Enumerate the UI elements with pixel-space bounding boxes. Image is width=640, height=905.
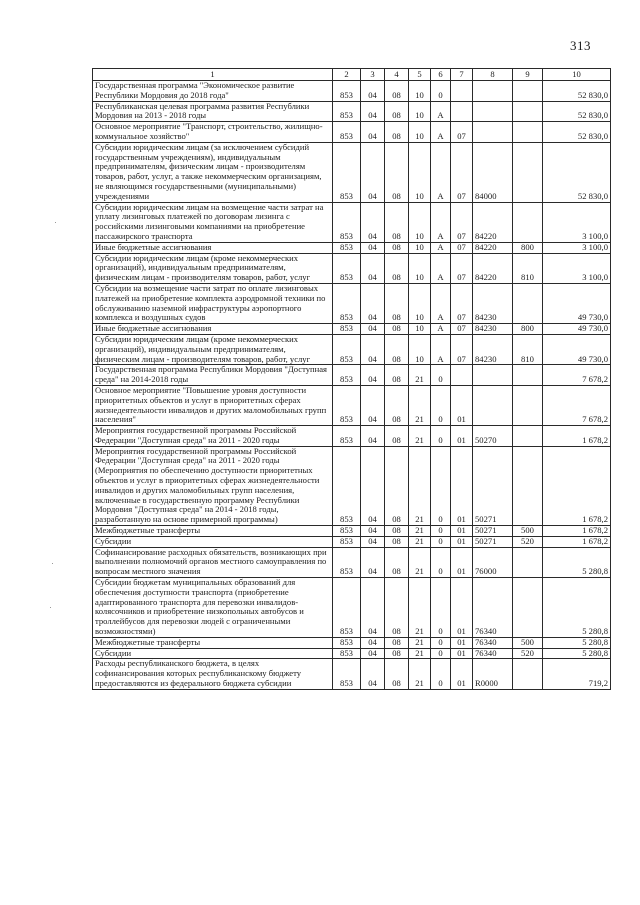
cell-code-7	[451, 365, 473, 386]
cell-code-9: 800	[513, 242, 543, 253]
table-row	[93, 101, 611, 122]
cell-code-5: 10	[409, 81, 431, 102]
cell-code-2: 853	[333, 81, 361, 102]
cell-code-2: 853	[333, 648, 361, 659]
cell-code-4: 08	[385, 578, 409, 638]
row-name: Субсидии	[93, 648, 333, 659]
cell-code-3: 04	[361, 122, 385, 143]
row-name: Государственная программа Республики Мордовия "Доступная среда" на 2014-2018 годы	[93, 365, 333, 386]
cell-code-2: 853	[333, 253, 361, 283]
cell-code-2: 853	[333, 324, 361, 335]
row-name: Субсидии юридическим лицам (за исключением субсидий государственным учреждениям), индивидуальным предпринимателям, физическим лицам - производителям товаров, работ, услуг, а также некоммерческим организациям, не являющимся государственными (муниципальными) учреждениями	[93, 142, 333, 202]
cell-code-2: 853	[333, 334, 361, 364]
cell-code-8: R0000	[473, 659, 513, 689]
cell-code-3: 04	[361, 426, 385, 447]
cell-code-7: 07	[451, 242, 473, 253]
cell-code-4: 08	[385, 122, 409, 143]
cell-code-2: 853	[333, 242, 361, 253]
cell-amount: 1 678,2	[543, 426, 611, 447]
cell-code-2: 853	[333, 547, 361, 577]
cell-code-6: 0	[431, 385, 451, 425]
column-header: 3	[361, 69, 385, 81]
table-row	[93, 446, 611, 525]
cell-code-6: А	[431, 334, 451, 364]
page-number: 313	[570, 38, 591, 53]
cell-code-6: А	[431, 142, 451, 202]
cell-code-8: 84000	[473, 142, 513, 202]
cell-code-8	[473, 81, 513, 102]
cell-code-9	[513, 101, 543, 122]
cell-code-9: 500	[513, 637, 543, 648]
column-header: 1	[93, 69, 333, 81]
table-body	[93, 81, 611, 690]
cell-code-6: 0	[431, 659, 451, 689]
cell-amount: 52 830,0	[543, 142, 611, 202]
cell-code-9	[513, 659, 543, 689]
cell-amount: 1 678,2	[543, 536, 611, 547]
cell-code-7	[451, 81, 473, 102]
table-row	[93, 648, 611, 659]
cell-code-5: 21	[409, 365, 431, 386]
cell-code-7	[451, 101, 473, 122]
cell-code-2: 853	[333, 122, 361, 143]
cell-code-5: 10	[409, 253, 431, 283]
cell-amount: 49 730,0	[543, 324, 611, 335]
cell-code-3: 04	[361, 283, 385, 323]
column-header: 8	[473, 69, 513, 81]
cell-code-3: 04	[361, 324, 385, 335]
cell-code-3: 04	[361, 253, 385, 283]
cell-code-3: 04	[361, 365, 385, 386]
cell-code-3: 04	[361, 446, 385, 525]
table-row	[93, 334, 611, 364]
cell-code-9: 810	[513, 334, 543, 364]
cell-code-6: А	[431, 202, 451, 242]
row-name: Мероприятия государственной программы Российской Федерации "Доступная среда" на 2011 - 2020 годы	[93, 426, 333, 447]
table-row	[93, 536, 611, 547]
column-header: 2	[333, 69, 361, 81]
cell-code-6: 0	[431, 637, 451, 648]
table-row	[93, 637, 611, 648]
table-row	[93, 365, 611, 386]
cell-amount: 7 678,2	[543, 385, 611, 425]
cell-code-7: 07	[451, 202, 473, 242]
row-name: Иные бюджетные ассигнования	[93, 324, 333, 335]
cell-code-6: 0	[431, 446, 451, 525]
cell-code-4: 08	[385, 648, 409, 659]
cell-amount: 7 678,2	[543, 365, 611, 386]
table-row	[93, 324, 611, 335]
column-header: 9	[513, 69, 543, 81]
cell-code-8: 50271	[473, 446, 513, 525]
cell-code-4: 08	[385, 526, 409, 537]
cell-code-7: 07	[451, 142, 473, 202]
cell-code-3: 04	[361, 334, 385, 364]
cell-code-3: 04	[361, 81, 385, 102]
cell-code-9	[513, 446, 543, 525]
cell-code-4: 08	[385, 385, 409, 425]
cell-amount: 49 730,0	[543, 334, 611, 364]
cell-code-3: 04	[361, 547, 385, 577]
cell-code-4: 08	[385, 81, 409, 102]
cell-amount: 5 280,8	[543, 637, 611, 648]
cell-code-7: 01	[451, 536, 473, 547]
cell-code-8: 84220	[473, 242, 513, 253]
cell-code-7: 01	[451, 578, 473, 638]
column-header: 5	[409, 69, 431, 81]
cell-code-2: 853	[333, 446, 361, 525]
row-name: Мероприятия государственной программы Российской Федерации "Доступная среда" на 2011 - 2020 годы (Мероприятия по обеспечению доступности приоритетных объектов и услуг в приоритетных сферах жизнедеятельности инвалидов и других маломобильных групп населения, включенные в государственную программу Республики Мордовия "Доступная среда" на 2014 - 2018 годы, разработанную на основе примерной программы)	[93, 446, 333, 525]
cell-amount: 49 730,0	[543, 283, 611, 323]
cell-code-2: 853	[333, 202, 361, 242]
row-name: Межбюджетные трансферты	[93, 526, 333, 537]
cell-amount: 52 830,0	[543, 101, 611, 122]
cell-code-2: 853	[333, 365, 361, 386]
cell-code-5: 10	[409, 122, 431, 143]
table-row	[93, 242, 611, 253]
cell-code-5: 21	[409, 637, 431, 648]
cell-code-4: 08	[385, 202, 409, 242]
cell-code-9	[513, 283, 543, 323]
row-name: Субсидии юридическим лицам (кроме некоммерческих организаций), индивидуальным предпринимателям, физическим лицам - производителям товаров, работ, услуг	[93, 253, 333, 283]
cell-code-8	[473, 365, 513, 386]
table-header-row	[93, 69, 611, 81]
cell-code-2: 853	[333, 659, 361, 689]
table-row	[93, 122, 611, 143]
cell-code-6: 0	[431, 578, 451, 638]
cell-code-5: 21	[409, 426, 431, 447]
scan-speck	[52, 563, 53, 564]
cell-code-4: 08	[385, 142, 409, 202]
cell-code-2: 853	[333, 283, 361, 323]
cell-code-8: 76340	[473, 648, 513, 659]
cell-code-3: 04	[361, 142, 385, 202]
cell-amount: 5 280,8	[543, 648, 611, 659]
row-name: Межбюджетные трансферты	[93, 637, 333, 648]
cell-code-8: 50271	[473, 526, 513, 537]
cell-code-5: 10	[409, 202, 431, 242]
cell-code-8: 84220	[473, 202, 513, 242]
cell-amount: 5 280,8	[543, 578, 611, 638]
cell-code-6: А	[431, 242, 451, 253]
cell-code-9	[513, 426, 543, 447]
cell-code-6: 0	[431, 365, 451, 386]
budget-table	[92, 68, 611, 690]
cell-code-3: 04	[361, 242, 385, 253]
cell-code-2: 853	[333, 526, 361, 537]
table-row	[93, 81, 611, 102]
cell-code-7: 07	[451, 283, 473, 323]
cell-code-3: 04	[361, 385, 385, 425]
table-row	[93, 426, 611, 447]
cell-code-6: 0	[431, 81, 451, 102]
cell-code-4: 08	[385, 365, 409, 386]
cell-code-5: 21	[409, 578, 431, 638]
cell-code-3: 04	[361, 648, 385, 659]
cell-amount: 52 830,0	[543, 81, 611, 102]
table-row	[93, 385, 611, 425]
row-name: Субсидии юридическим лицам (кроме некоммерческих организаций), индивидуальным предпринимателям, физическим лицам - производителям товаров, работ, услуг	[93, 334, 333, 364]
cell-code-9: 810	[513, 253, 543, 283]
cell-code-4: 08	[385, 446, 409, 525]
cell-code-9	[513, 122, 543, 143]
cell-code-8	[473, 101, 513, 122]
cell-code-9	[513, 547, 543, 577]
cell-code-4: 08	[385, 334, 409, 364]
cell-code-2: 853	[333, 142, 361, 202]
cell-code-4: 08	[385, 242, 409, 253]
cell-code-4: 08	[385, 637, 409, 648]
row-name: Субсидии на возмещение части затрат по оплате лизинговых платежей на приобретение комплекта аэродромной техники по обслуживанию наземной инфраструктуры аэропортного комплекса и воздушных судов	[93, 283, 333, 323]
cell-code-8: 76000	[473, 547, 513, 577]
cell-code-7: 07	[451, 253, 473, 283]
cell-code-3: 04	[361, 659, 385, 689]
cell-code-6: А	[431, 253, 451, 283]
cell-code-5: 10	[409, 324, 431, 335]
cell-code-7: 07	[451, 334, 473, 364]
cell-code-8: 84220	[473, 253, 513, 283]
cell-code-7: 01	[451, 446, 473, 525]
cell-code-9: 520	[513, 536, 543, 547]
cell-code-8: 76340	[473, 578, 513, 638]
cell-code-3: 04	[361, 637, 385, 648]
column-header: 4	[385, 69, 409, 81]
table-row	[93, 202, 611, 242]
cell-code-6: А	[431, 101, 451, 122]
row-name: Государственная программа "Экономическое развитие Республики Мордовия до 2018 года"	[93, 81, 333, 102]
cell-code-2: 853	[333, 101, 361, 122]
cell-code-7: 01	[451, 526, 473, 537]
row-name: Софинансирование расходных обязательств, возникающих при выполнении полномочий органов местного самоуправления по вопросам местного значения	[93, 547, 333, 577]
cell-code-4: 08	[385, 536, 409, 547]
cell-code-4: 08	[385, 324, 409, 335]
cell-code-4: 08	[385, 426, 409, 447]
cell-code-6: 0	[431, 536, 451, 547]
cell-code-5: 21	[409, 536, 431, 547]
cell-amount: 1 678,2	[543, 446, 611, 525]
row-name: Республиканская целевая программа развития Республики Мордовия на 2013 - 2018 годы	[93, 101, 333, 122]
row-name: Основное мероприятие "Повышение уровня доступности приоритетных объектов и услуг в приоритетных сферах жизнедеятельности инвалидов и других маломобильных групп населения"	[93, 385, 333, 425]
row-name: Субсидии	[93, 536, 333, 547]
row-name: Субсидии юридическим лицам на возмещение части затрат на уплату лизинговых платежей по договорам лизинга с российскими лизинговыми компаниями на приобретение пассажирского транспорта	[93, 202, 333, 242]
cell-code-5: 21	[409, 648, 431, 659]
cell-code-5: 10	[409, 334, 431, 364]
cell-code-6: А	[431, 122, 451, 143]
cell-code-5: 21	[409, 547, 431, 577]
cell-code-2: 853	[333, 385, 361, 425]
cell-code-9	[513, 202, 543, 242]
cell-code-6: 0	[431, 648, 451, 659]
cell-code-7: 07	[451, 324, 473, 335]
row-name: Основное мероприятие "Транспорт, строительство, жилищно-коммунальное хозяйство"	[93, 122, 333, 143]
cell-code-9	[513, 81, 543, 102]
cell-code-3: 04	[361, 578, 385, 638]
cell-code-9	[513, 578, 543, 638]
cell-code-5: 21	[409, 385, 431, 425]
cell-code-9: 500	[513, 526, 543, 537]
cell-code-8	[473, 385, 513, 425]
cell-code-4: 08	[385, 101, 409, 122]
cell-code-8: 76340	[473, 637, 513, 648]
cell-code-7: 01	[451, 547, 473, 577]
scan-speck	[50, 607, 51, 608]
cell-code-5: 21	[409, 446, 431, 525]
table-row	[93, 253, 611, 283]
cell-code-7: 01	[451, 637, 473, 648]
column-header: 10	[543, 69, 611, 81]
cell-amount: 719,2	[543, 659, 611, 689]
cell-code-8: 50271	[473, 536, 513, 547]
cell-code-7: 01	[451, 648, 473, 659]
cell-code-2: 853	[333, 578, 361, 638]
cell-code-6: А	[431, 324, 451, 335]
table-row	[93, 142, 611, 202]
cell-amount: 3 100,0	[543, 202, 611, 242]
cell-code-6: 0	[431, 547, 451, 577]
cell-code-9	[513, 365, 543, 386]
cell-code-8: 84230	[473, 324, 513, 335]
table-row	[93, 578, 611, 638]
cell-amount: 3 100,0	[543, 242, 611, 253]
cell-code-3: 04	[361, 536, 385, 547]
cell-code-9	[513, 385, 543, 425]
cell-code-2: 853	[333, 426, 361, 447]
cell-code-2: 853	[333, 536, 361, 547]
cell-code-5: 10	[409, 101, 431, 122]
cell-code-5: 10	[409, 283, 431, 323]
cell-code-4: 08	[385, 253, 409, 283]
cell-code-8: 84230	[473, 334, 513, 364]
table-row	[93, 526, 611, 537]
cell-amount: 52 830,0	[543, 122, 611, 143]
cell-code-6: 0	[431, 526, 451, 537]
cell-code-4: 08	[385, 283, 409, 323]
cell-code-8: 50270	[473, 426, 513, 447]
cell-code-3: 04	[361, 526, 385, 537]
cell-code-5: 10	[409, 142, 431, 202]
cell-amount: 1 678,2	[543, 526, 611, 537]
cell-code-7: 01	[451, 385, 473, 425]
cell-code-6: 0	[431, 426, 451, 447]
table-row	[93, 659, 611, 689]
cell-code-9: 800	[513, 324, 543, 335]
table-row	[93, 547, 611, 577]
cell-amount: 3 100,0	[543, 253, 611, 283]
column-header: 6	[431, 69, 451, 81]
cell-code-3: 04	[361, 202, 385, 242]
cell-amount: 5 280,8	[543, 547, 611, 577]
scan-speck	[55, 222, 56, 223]
cell-code-5: 21	[409, 526, 431, 537]
cell-code-4: 08	[385, 547, 409, 577]
column-header: 7	[451, 69, 473, 81]
cell-code-9	[513, 142, 543, 202]
row-name: Иные бюджетные ассигнования	[93, 242, 333, 253]
table-row	[93, 283, 611, 323]
cell-code-8: 84230	[473, 283, 513, 323]
cell-code-7: 01	[451, 659, 473, 689]
cell-code-7: 07	[451, 122, 473, 143]
cell-code-6: А	[431, 283, 451, 323]
row-name: Субсидии бюджетам муниципальных образований для обеспечения доступности транспорта (приобретение адаптированного транспорта для перевозки инвалидов-колясочников и приобретение низкопольных автобусов и троллейбусов для перевозки людей с ограниченными возможностями)	[93, 578, 333, 638]
cell-code-5: 21	[409, 659, 431, 689]
cell-code-8	[473, 122, 513, 143]
cell-code-4: 08	[385, 659, 409, 689]
cell-code-3: 04	[361, 101, 385, 122]
cell-code-2: 853	[333, 637, 361, 648]
cell-code-7: 01	[451, 426, 473, 447]
row-name: Расходы республиканского бюджета, в целях софинансирования которых республиканскому бюджету предоставляются из федерального бюджета субсидии	[93, 659, 333, 689]
cell-code-5: 10	[409, 242, 431, 253]
cell-code-9: 520	[513, 648, 543, 659]
